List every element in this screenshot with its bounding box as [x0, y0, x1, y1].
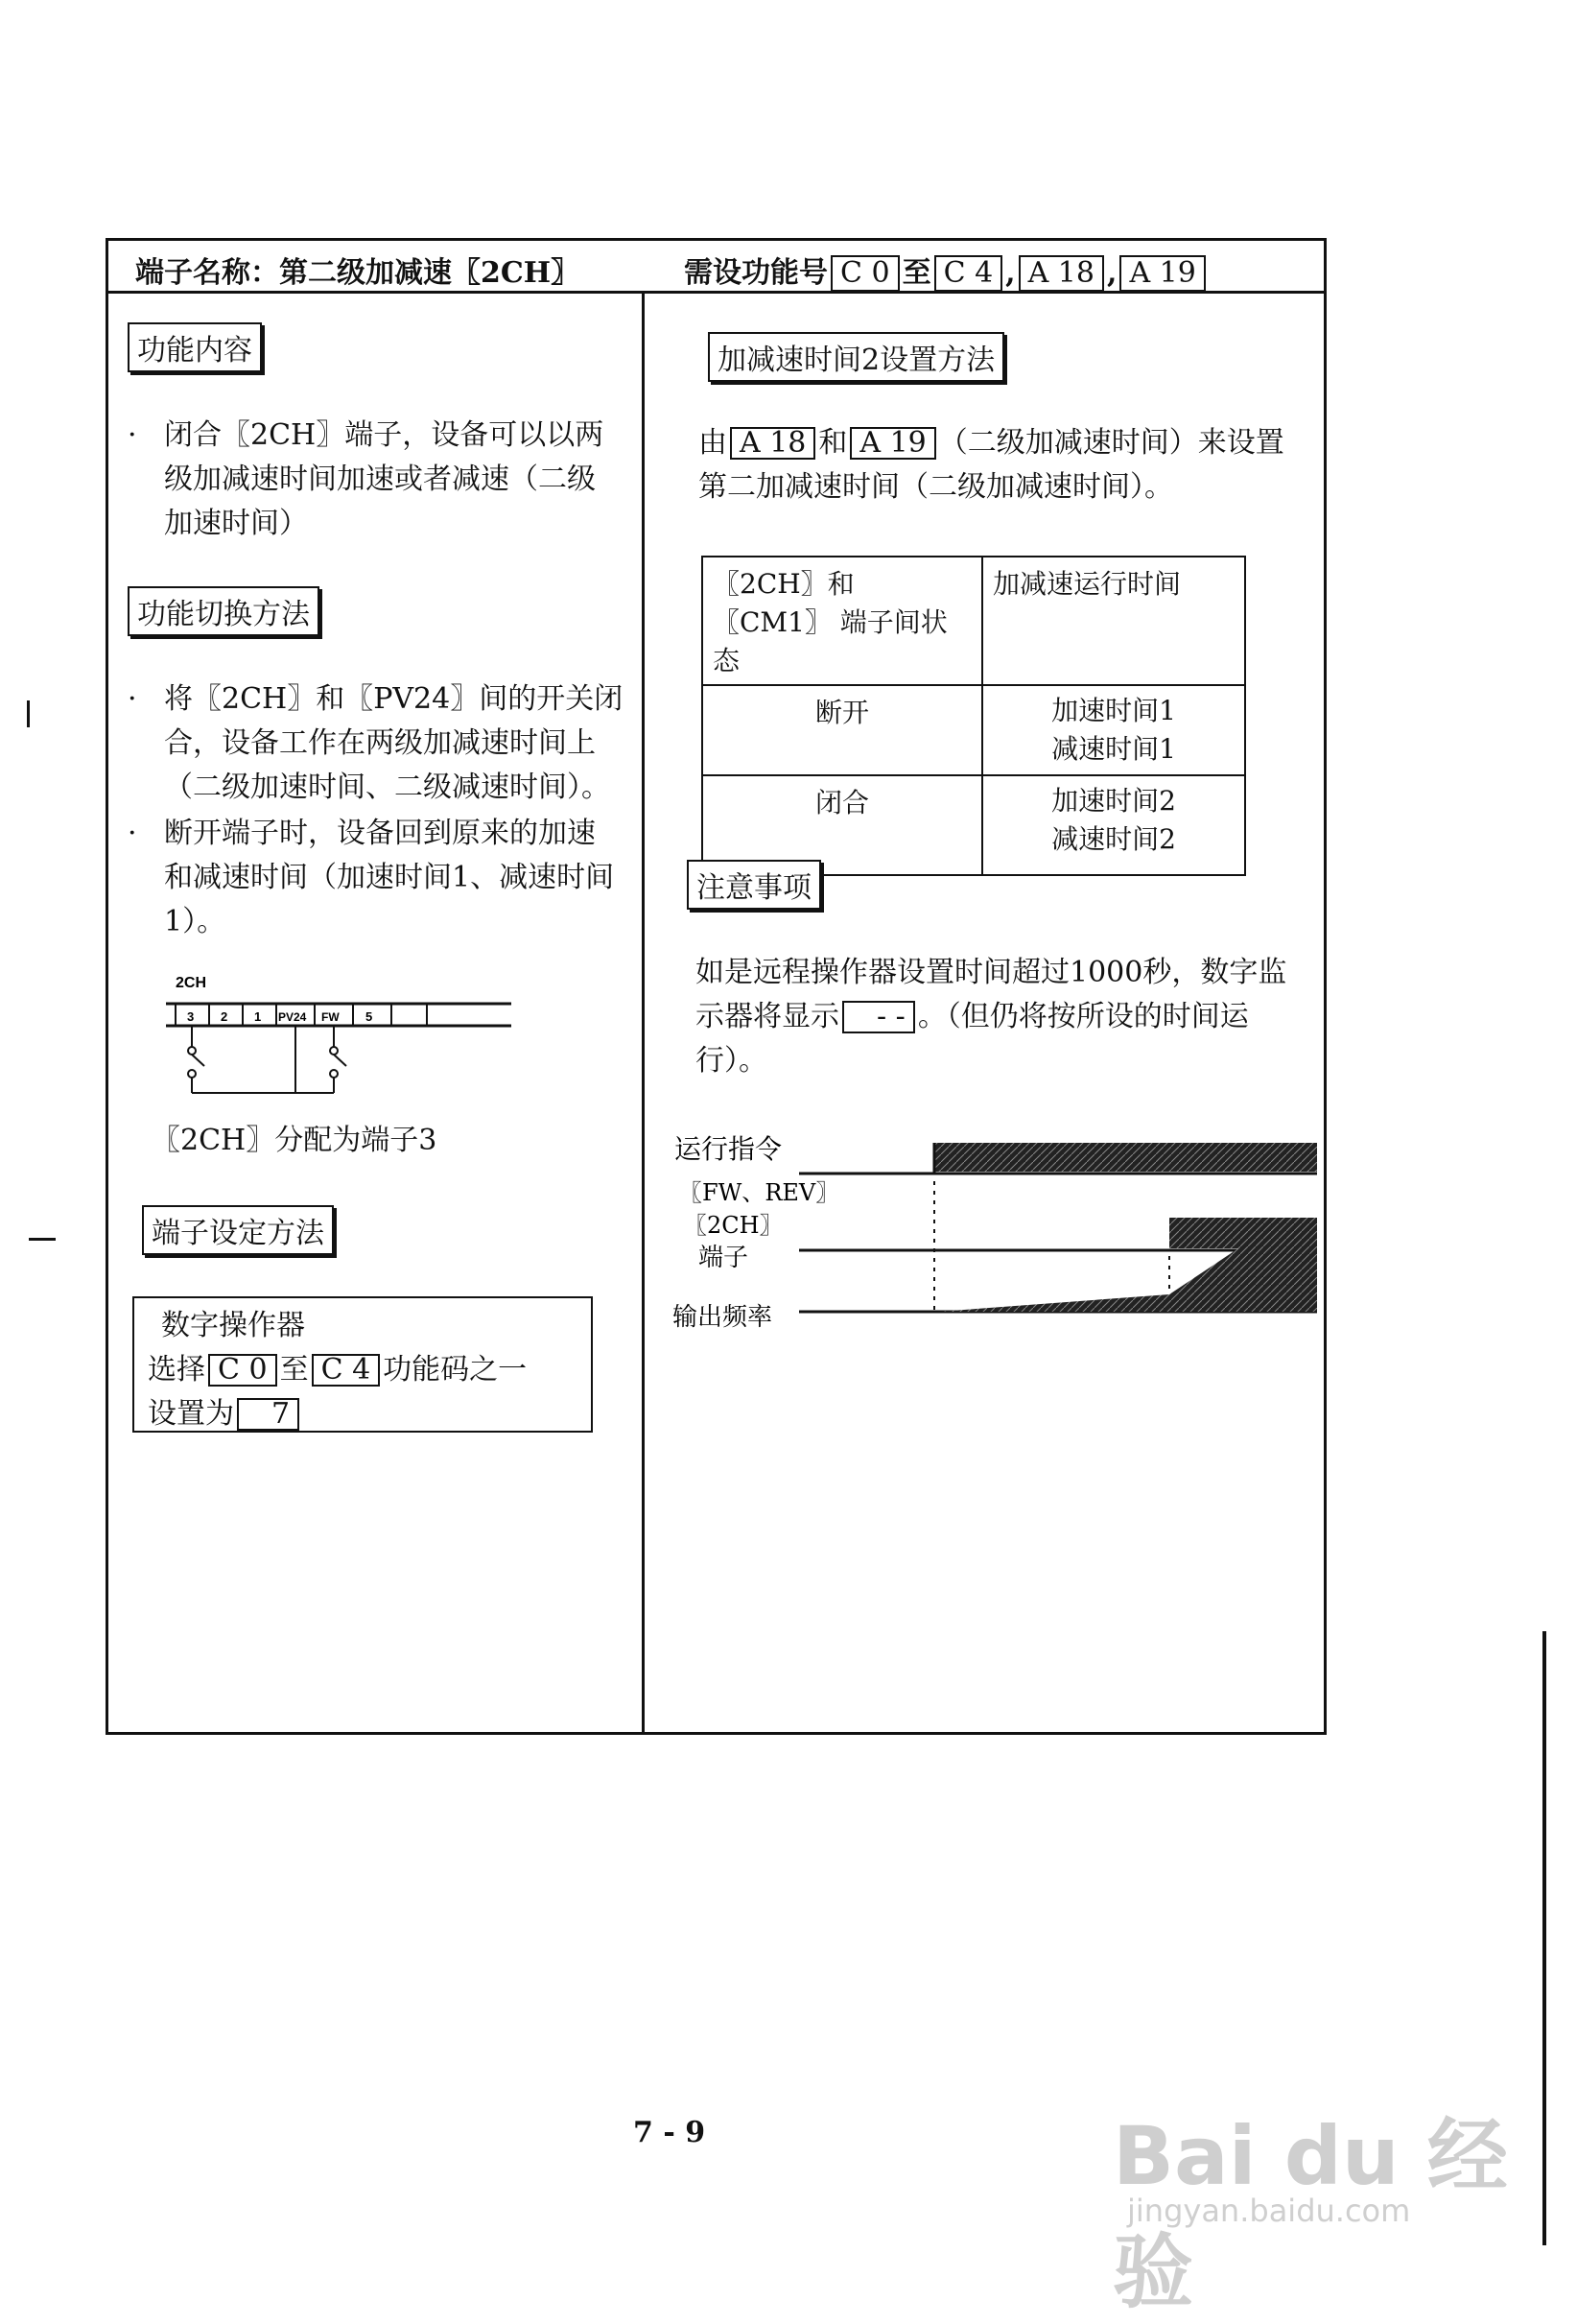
table-cell-state: 断开 — [702, 685, 982, 775]
digital-operator-box — [132, 1296, 593, 1433]
func-label: 需设功能号 — [684, 256, 828, 290]
cell-fw: FW — [321, 1010, 340, 1024]
switch-bullet-2: 断开端子时，设备回到原来的加速和减速时间（加速时间1、减速时间1）。 — [164, 817, 615, 938]
table-row — [702, 685, 1245, 775]
operator-title: 数字操作器 — [161, 1309, 305, 1342]
p1-post: （二级加减速时间）来设置第二加减速时间（二级加减速时间）。 — [698, 426, 1284, 504]
bullet-dot: · — [128, 817, 137, 850]
code-a19: A 19 — [850, 427, 935, 460]
assign-note: 〖2CH〗分配为端子3 — [152, 1124, 437, 1157]
table-header-time: 加减速运行时间 — [982, 557, 1245, 685]
label-terminal: 端子 — [698, 1244, 749, 1272]
cell-3: 3 — [187, 1009, 195, 1024]
scan-mark — [27, 700, 30, 727]
code-a18: A 18 — [1019, 255, 1104, 292]
scan-mark — [29, 1238, 56, 1241]
label-output-freq: 输出频率 — [672, 1303, 773, 1332]
bullet-dot: · — [128, 418, 137, 452]
output-frequency-curve — [938, 1248, 1317, 1312]
operator-line-1 — [148, 1348, 577, 1392]
select-label: 选择 — [148, 1353, 205, 1387]
accel-time: 加速时间2 — [1051, 785, 1176, 817]
function-code-label: 功能码之一 — [383, 1353, 528, 1387]
accel-time: 加速时间1 — [1051, 695, 1176, 726]
p1-pre: 由 — [698, 426, 727, 460]
label-run-command: 运行指令 — [674, 1133, 783, 1165]
timing-diagram — [665, 1124, 1317, 1373]
section-switch-method: 功能切换方法 — [128, 586, 319, 636]
title-bar — [108, 241, 1324, 294]
code-c0: C 0 — [831, 255, 900, 292]
cell-5: 5 — [365, 1009, 373, 1024]
code-c4: C 4 — [312, 1354, 381, 1387]
cell-pv24: PV24 — [278, 1010, 307, 1024]
cell-1: 1 — [254, 1009, 262, 1024]
operator-line-2 — [148, 1392, 577, 1436]
table-cell-time — [982, 685, 1245, 775]
code-to: 至 — [902, 256, 931, 290]
code-7: 7 — [237, 1398, 299, 1431]
decel-time: 减速时间2 — [1051, 823, 1176, 855]
code-c0: C 0 — [208, 1354, 277, 1387]
section-notes: 注意事项 — [687, 860, 821, 910]
code-a18: A 18 — [730, 427, 815, 460]
table-header-state: 〖2CH〗和〖CM1〗 端子间状态 — [702, 557, 982, 685]
diagram-label: 2CH — [176, 975, 207, 991]
baidu-watermark-url: jingyan.baidu.com — [1127, 2193, 1411, 2229]
table-cell-state: 闭合 — [702, 775, 982, 875]
to-label: 至 — [279, 1353, 309, 1387]
cell-2: 2 — [221, 1009, 228, 1024]
section-terminal-setting: 端子设定方法 — [142, 1205, 334, 1255]
bullet-dot: · — [128, 682, 137, 716]
note-post: 。（但仍将按所设的时间运行）。 — [695, 1000, 1249, 1078]
decel-time: 减速时间1 — [1051, 733, 1176, 765]
switch-bullet-1: 将〖2CH〗和〖PV24〗间的开关闭合，设备工作在两级加减速时间上（二级加速时间、二级减速时间）。 — [164, 682, 624, 804]
code-c4: C 4 — [934, 255, 1003, 292]
page-number: 7 - 9 — [633, 2116, 706, 2149]
column-divider — [642, 291, 645, 1735]
terminal-name: 端子名称：第二级加减速〖2CH〗 — [135, 256, 580, 290]
state-table — [701, 556, 1246, 876]
label-2ch: 〖2CH〗 — [684, 1212, 783, 1239]
function-description: 闭合〖2CH〗端子，设备可以以两级加减速时间加速或者减速（二级加速时间） — [164, 418, 604, 540]
section-function-content: 功能内容 — [128, 322, 262, 372]
note-pre: 如是远程操作器设置时间超过1000秒，数字监示器将显示 — [695, 956, 1287, 1033]
p1-and: 和 — [818, 426, 848, 460]
set-to-label: 设置为 — [148, 1397, 234, 1431]
document-frame — [106, 238, 1327, 1735]
notes-text — [695, 951, 1309, 1083]
table-header-row — [702, 557, 1245, 685]
accel-time-description — [698, 421, 1312, 510]
code-a19: A 19 — [1119, 255, 1205, 292]
terminal-diagram — [166, 970, 511, 1114]
baidu-watermark: Bai du 经验 — [1113, 2109, 1508, 2319]
run-command-pulse — [934, 1143, 1317, 1172]
display-code: - - — [842, 1001, 915, 1033]
label-fw-rev: 〖FW、REV〗 — [679, 1179, 839, 1206]
2ch-pulse — [1169, 1218, 1317, 1248]
section-accel-time-2: 加减速时间2设置方法 — [708, 332, 1004, 382]
table-cell-time — [982, 775, 1245, 875]
function-codes: 需设功能号 C 0 至 C 4 , A 18 , A 19 — [684, 249, 1209, 292]
